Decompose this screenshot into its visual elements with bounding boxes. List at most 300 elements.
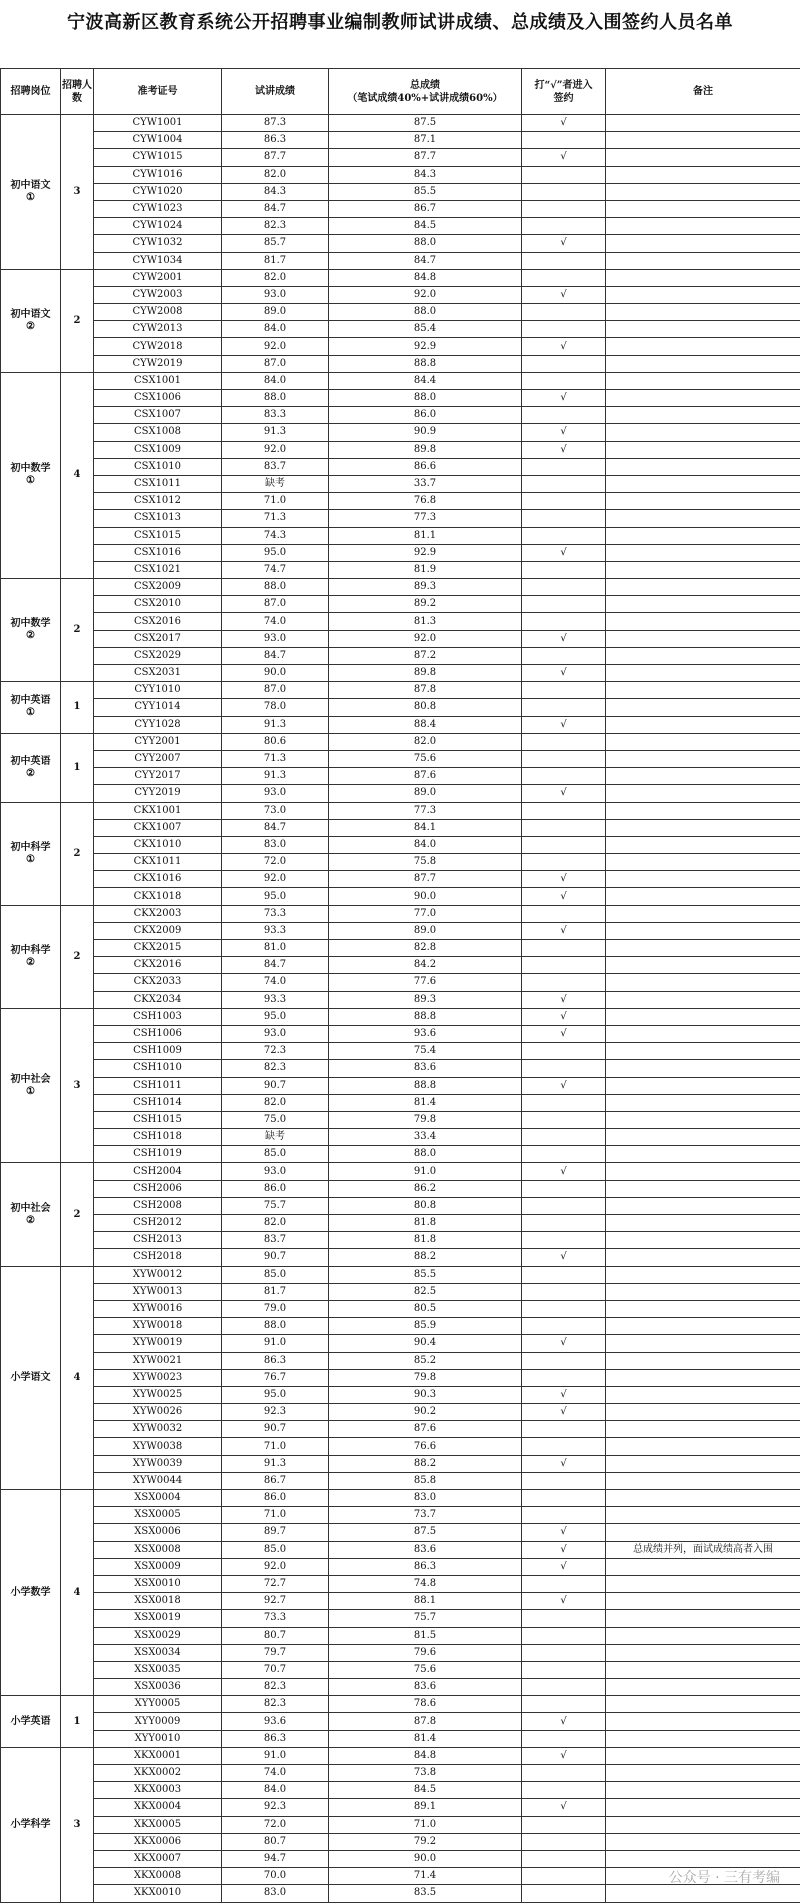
quota-cell: 2	[61, 269, 94, 372]
sign-mark-cell: √	[522, 286, 606, 303]
note-cell	[606, 1799, 800, 1816]
quota-cell: 1	[61, 1696, 94, 1748]
exam-id-cell: CYW1001	[94, 115, 222, 132]
total-score-cell: 90.9	[329, 424, 522, 441]
sign-mark-cell	[522, 1627, 606, 1644]
lecture-score-cell: 72.7	[222, 1575, 329, 1592]
total-score-cell: 86.2	[329, 1180, 522, 1197]
position-cell: 小学语文	[1, 1266, 61, 1489]
lecture-score-cell: 86.3	[222, 1352, 329, 1369]
table-row	[1, 1730, 800, 1747]
total-score-cell: 88.2	[329, 1249, 522, 1266]
sign-mark-cell	[522, 1043, 606, 1060]
table-row	[1, 1696, 800, 1713]
lecture-score-cell: 87.3	[222, 115, 329, 132]
exam-id-cell: CSX1011	[94, 475, 222, 492]
table-row	[1, 768, 800, 785]
total-score-cell: 33.7	[329, 475, 522, 492]
sign-mark-cell	[522, 475, 606, 492]
sign-mark-cell: √	[522, 1713, 606, 1730]
lecture-score-cell: 73.3	[222, 905, 329, 922]
lecture-score-cell: 93.3	[222, 922, 329, 939]
exam-id-cell: CYW2001	[94, 269, 222, 286]
note-cell	[606, 1352, 800, 1369]
note-cell	[606, 561, 800, 578]
table-row	[1, 527, 800, 544]
sign-mark-cell	[522, 1730, 606, 1747]
table-row	[1, 1249, 800, 1266]
note-cell	[606, 321, 800, 338]
total-score-cell: 88.0	[329, 390, 522, 407]
note-cell	[606, 1180, 800, 1197]
exam-id-cell: CYY1014	[94, 699, 222, 716]
table-row	[1, 974, 800, 991]
header-exam-id: 准考证号	[94, 69, 222, 115]
sign-mark-cell: √	[522, 235, 606, 252]
note-cell	[606, 269, 800, 286]
lecture-score-cell: 90.0	[222, 665, 329, 682]
exam-id-cell: CSH2006	[94, 1180, 222, 1197]
lecture-score-cell: 79.0	[222, 1300, 329, 1317]
sign-mark-cell: √	[522, 441, 606, 458]
total-score-cell: 84.7	[329, 252, 522, 269]
total-score-cell: 90.4	[329, 1335, 522, 1352]
total-score-cell: 83.5	[329, 1885, 522, 1902]
table-row	[1, 1661, 800, 1678]
exam-id-cell: CYW1015	[94, 149, 222, 166]
sign-mark-cell: √	[522, 1799, 606, 1816]
lecture-score-cell: 93.6	[222, 1713, 329, 1730]
table-row	[1, 579, 800, 596]
lecture-score-cell: 93.0	[222, 1025, 329, 1042]
table-row	[1, 355, 800, 372]
exam-id-cell: XYY0005	[94, 1696, 222, 1713]
sign-mark-cell: √	[522, 888, 606, 905]
total-score-cell: 74.8	[329, 1575, 522, 1592]
exam-id-cell: XKX0005	[94, 1816, 222, 1833]
lecture-score-cell: 84.7	[222, 200, 329, 217]
lecture-score-cell: 84.0	[222, 1782, 329, 1799]
sign-mark-cell	[522, 183, 606, 200]
table-row	[1, 1679, 800, 1696]
table-row	[1, 665, 800, 682]
exam-id-cell: XYW0039	[94, 1455, 222, 1472]
note-cell	[606, 166, 800, 183]
note-cell	[606, 1816, 800, 1833]
note-cell	[606, 1025, 800, 1042]
total-score-cell: 85.2	[329, 1352, 522, 1369]
total-score-cell: 77.3	[329, 510, 522, 527]
exam-id-cell: CSH1015	[94, 1111, 222, 1128]
table-row	[1, 940, 800, 957]
sign-mark-cell: √	[522, 991, 606, 1008]
lecture-score-cell: 90.7	[222, 1249, 329, 1266]
note-cell	[606, 286, 800, 303]
sign-mark-cell	[522, 1266, 606, 1283]
total-score-cell: 84.1	[329, 819, 522, 836]
lecture-score-cell: 76.7	[222, 1369, 329, 1386]
exam-id-cell: CKX1001	[94, 802, 222, 819]
note-cell	[606, 991, 800, 1008]
total-score-cell: 84.4	[329, 372, 522, 389]
exam-id-cell: CYW2008	[94, 304, 222, 321]
note-cell	[606, 682, 800, 699]
table-row	[1, 905, 800, 922]
total-score-cell: 75.7	[329, 1610, 522, 1627]
note-cell	[606, 785, 800, 802]
total-score-cell: 88.0	[329, 1146, 522, 1163]
sign-mark-cell: √	[522, 338, 606, 355]
quota-cell: 2	[61, 802, 94, 905]
total-score-cell: 84.3	[329, 166, 522, 183]
table-row	[1, 132, 800, 149]
table-row	[1, 441, 800, 458]
position-cell: 初中英语 ①	[1, 682, 61, 734]
lecture-score-cell: 92.7	[222, 1593, 329, 1610]
table-row	[1, 424, 800, 441]
lecture-score-cell: 93.0	[222, 630, 329, 647]
note-cell	[606, 1129, 800, 1146]
note-cell	[606, 1490, 800, 1507]
position-cell: 初中语文 ②	[1, 269, 61, 372]
quota-cell: 3	[61, 1008, 94, 1163]
table-row	[1, 1077, 800, 1094]
note-cell	[606, 183, 800, 200]
lecture-score-cell: 81.7	[222, 252, 329, 269]
total-score-cell: 88.8	[329, 355, 522, 372]
note-cell	[606, 750, 800, 767]
sign-mark-cell	[522, 819, 606, 836]
position-cell: 小学英语	[1, 1696, 61, 1748]
sign-mark-cell	[522, 682, 606, 699]
exam-id-cell: CKX2016	[94, 957, 222, 974]
sign-mark-cell	[522, 200, 606, 217]
sign-mark-cell: √	[522, 716, 606, 733]
header-lecture-score: 试讲成绩	[222, 69, 329, 115]
total-score-cell: 88.8	[329, 1008, 522, 1025]
sign-mark-cell	[522, 836, 606, 853]
sign-mark-cell	[522, 1146, 606, 1163]
sign-mark-cell	[522, 1283, 606, 1300]
table-row	[1, 390, 800, 407]
total-score-cell: 88.8	[329, 1077, 522, 1094]
table-row	[1, 1386, 800, 1403]
lecture-score-cell: 87.0	[222, 682, 329, 699]
note-cell	[606, 115, 800, 132]
sign-mark-cell	[522, 1318, 606, 1335]
sign-mark-cell: √	[522, 390, 606, 407]
lecture-score-cell: 74.7	[222, 561, 329, 578]
sign-mark-cell	[522, 647, 606, 664]
sign-mark-cell: √	[522, 115, 606, 132]
note-cell	[606, 802, 800, 819]
total-score-cell: 75.6	[329, 1661, 522, 1678]
lecture-score-cell: 86.3	[222, 132, 329, 149]
exam-id-cell: CSX2029	[94, 647, 222, 664]
lecture-score-cell: 93.3	[222, 991, 329, 1008]
sign-mark-cell	[522, 613, 606, 630]
exam-id-cell: CKX1018	[94, 888, 222, 905]
exam-id-cell: CSH2013	[94, 1232, 222, 1249]
note-cell	[606, 1438, 800, 1455]
note-cell	[606, 1730, 800, 1747]
total-score-cell: 88.0	[329, 235, 522, 252]
exam-id-cell: XYW0012	[94, 1266, 222, 1283]
lecture-score-cell: 92.0	[222, 338, 329, 355]
note-cell	[606, 527, 800, 544]
lecture-score-cell: 70.0	[222, 1868, 329, 1885]
exam-id-cell: CSH1019	[94, 1146, 222, 1163]
table-row	[1, 321, 800, 338]
exam-id-cell: XSX0005	[94, 1507, 222, 1524]
table-body	[1, 115, 800, 1903]
table-header-row	[1, 69, 800, 115]
lecture-score-cell: 84.0	[222, 321, 329, 338]
sign-mark-cell	[522, 1215, 606, 1232]
table-row	[1, 1421, 800, 1438]
exam-id-cell: CYW2019	[94, 355, 222, 372]
sign-mark-cell	[522, 166, 606, 183]
sign-mark-cell: √	[522, 1008, 606, 1025]
total-score-cell: 92.0	[329, 630, 522, 647]
exam-id-cell: CSH1018	[94, 1129, 222, 1146]
total-score-cell: 86.6	[329, 458, 522, 475]
note-cell	[606, 1472, 800, 1489]
total-score-cell: 88.4	[329, 716, 522, 733]
total-score-cell: 92.9	[329, 338, 522, 355]
sign-mark-cell	[522, 1232, 606, 1249]
sign-mark-cell: √	[522, 544, 606, 561]
table-row	[1, 544, 800, 561]
note-cell	[606, 544, 800, 561]
lecture-score-cell: 75.0	[222, 1111, 329, 1128]
exam-id-cell: CSH2012	[94, 1215, 222, 1232]
lecture-score-cell: 78.0	[222, 699, 329, 716]
table-row	[1, 716, 800, 733]
header-quota: 招聘人数	[61, 69, 94, 115]
lecture-score-cell: 85.0	[222, 1266, 329, 1283]
note-cell	[606, 647, 800, 664]
exam-id-cell: CSH1010	[94, 1060, 222, 1077]
sign-mark-cell	[522, 1885, 606, 1902]
lecture-score-cell: 95.0	[222, 544, 329, 561]
table-row	[1, 1885, 800, 1902]
table-row	[1, 1644, 800, 1661]
exam-id-cell: CYY2007	[94, 750, 222, 767]
sign-mark-cell	[522, 1490, 606, 1507]
lecture-score-cell: 93.0	[222, 785, 329, 802]
table-row	[1, 1335, 800, 1352]
note-cell	[606, 1386, 800, 1403]
total-score-cell: 77.6	[329, 974, 522, 991]
lecture-score-cell: 缺考	[222, 475, 329, 492]
sign-mark-cell: √	[522, 1335, 606, 1352]
exam-id-cell: CSH2018	[94, 1249, 222, 1266]
total-score-cell: 80.5	[329, 1300, 522, 1317]
exam-id-cell: CYW1004	[94, 132, 222, 149]
table-row	[1, 836, 800, 853]
lecture-score-cell: 71.0	[222, 493, 329, 510]
exam-id-cell: CYY1010	[94, 682, 222, 699]
lecture-score-cell: 84.7	[222, 647, 329, 664]
exam-id-cell: CYW1032	[94, 235, 222, 252]
table-row	[1, 1180, 800, 1197]
lecture-score-cell: 95.0	[222, 1386, 329, 1403]
sign-mark-cell: √	[522, 1404, 606, 1421]
table-row	[1, 1129, 800, 1146]
note-cell	[606, 1833, 800, 1850]
note-cell	[606, 957, 800, 974]
exam-id-cell: XYW0013	[94, 1283, 222, 1300]
quota-cell: 1	[61, 682, 94, 734]
lecture-score-cell: 89.7	[222, 1524, 329, 1541]
sign-mark-cell	[522, 372, 606, 389]
exam-id-cell: CKX2015	[94, 940, 222, 957]
lecture-score-cell: 82.0	[222, 1215, 329, 1232]
sign-mark-cell	[522, 1369, 606, 1386]
note-cell	[606, 1335, 800, 1352]
exam-id-cell: XSX0019	[94, 1610, 222, 1627]
exam-id-cell: CYW1016	[94, 166, 222, 183]
sign-mark-cell	[522, 561, 606, 578]
sign-mark-cell	[522, 733, 606, 750]
position-cell: 初中科学 ②	[1, 905, 61, 1008]
lecture-score-cell: 91.3	[222, 1455, 329, 1472]
total-score-cell: 93.6	[329, 1025, 522, 1042]
total-score-cell: 85.4	[329, 321, 522, 338]
note-cell	[606, 819, 800, 836]
note-cell	[606, 1232, 800, 1249]
exam-id-cell: XKX0001	[94, 1747, 222, 1764]
exam-id-cell: CKX2003	[94, 905, 222, 922]
lecture-score-cell: 缺考	[222, 1129, 329, 1146]
note-cell	[606, 1146, 800, 1163]
total-score-cell: 33.4	[329, 1129, 522, 1146]
total-score-cell: 83.6	[329, 1679, 522, 1696]
total-score-cell: 83.0	[329, 1490, 522, 1507]
note-cell	[606, 355, 800, 372]
total-score-cell: 83.6	[329, 1060, 522, 1077]
sign-mark-cell	[522, 1438, 606, 1455]
table-row	[1, 1627, 800, 1644]
table-row	[1, 957, 800, 974]
note-cell	[606, 1593, 800, 1610]
total-score-cell: 84.8	[329, 1747, 522, 1764]
note-cell	[606, 940, 800, 957]
exam-id-cell: CSX1001	[94, 372, 222, 389]
note-cell	[606, 888, 800, 905]
position-cell: 初中数学 ②	[1, 579, 61, 682]
lecture-score-cell: 81.7	[222, 1283, 329, 1300]
table-row	[1, 1747, 800, 1764]
note-cell	[606, 699, 800, 716]
exam-id-cell: CYW2013	[94, 321, 222, 338]
table-row	[1, 1799, 800, 1816]
exam-id-cell: XSX0036	[94, 1679, 222, 1696]
exam-id-cell: CSX2016	[94, 613, 222, 630]
table-row	[1, 785, 800, 802]
lecture-score-cell: 74.0	[222, 974, 329, 991]
table-row	[1, 1610, 800, 1627]
total-score-cell: 89.2	[329, 596, 522, 613]
table-row	[1, 149, 800, 166]
position-cell: 初中英语 ②	[1, 733, 61, 802]
sign-mark-cell: √	[522, 922, 606, 939]
sign-mark-cell	[522, 1696, 606, 1713]
total-score-cell: 78.6	[329, 1696, 522, 1713]
lecture-score-cell: 86.0	[222, 1490, 329, 1507]
position-cell: 初中科学 ①	[1, 802, 61, 905]
table-row	[1, 1438, 800, 1455]
note-cell	[606, 1266, 800, 1283]
note-cell	[606, 390, 800, 407]
sign-mark-cell	[522, 1850, 606, 1867]
sign-mark-cell	[522, 1352, 606, 1369]
sign-mark-cell	[522, 1507, 606, 1524]
note-cell	[606, 630, 800, 647]
total-score-cell: 84.8	[329, 269, 522, 286]
table-row	[1, 1404, 800, 1421]
sign-mark-cell: √	[522, 1524, 606, 1541]
table-row	[1, 750, 800, 767]
lecture-score-cell: 94.7	[222, 1850, 329, 1867]
sign-mark-cell	[522, 493, 606, 510]
note-cell: 总成绩并列，面试成绩高者入围	[606, 1541, 800, 1558]
exam-id-cell: CKX1016	[94, 871, 222, 888]
lecture-score-cell: 95.0	[222, 1008, 329, 1025]
note-cell	[606, 1455, 800, 1472]
lecture-score-cell: 83.0	[222, 836, 329, 853]
sign-mark-cell	[522, 527, 606, 544]
total-score-cell: 80.8	[329, 1197, 522, 1214]
note-cell	[606, 1369, 800, 1386]
table-row	[1, 493, 800, 510]
exam-id-cell: CSX2009	[94, 579, 222, 596]
total-score-cell: 87.7	[329, 871, 522, 888]
sign-mark-cell: √	[522, 1163, 606, 1180]
lecture-score-cell: 82.3	[222, 1060, 329, 1077]
lecture-score-cell: 82.0	[222, 1094, 329, 1111]
note-cell	[606, 1524, 800, 1541]
total-score-cell: 76.8	[329, 493, 522, 510]
sign-mark-cell	[522, 407, 606, 424]
table-row	[1, 613, 800, 630]
lecture-score-cell: 92.0	[222, 441, 329, 458]
note-cell	[606, 871, 800, 888]
note-cell	[606, 235, 800, 252]
note-cell	[606, 1558, 800, 1575]
note-cell	[606, 1850, 800, 1867]
exam-id-cell: XYW0019	[94, 1335, 222, 1352]
lecture-score-cell: 92.0	[222, 871, 329, 888]
sign-mark-cell: √	[522, 1025, 606, 1042]
sign-mark-cell	[522, 1197, 606, 1214]
table-row	[1, 802, 800, 819]
lecture-score-cell: 85.0	[222, 1541, 329, 1558]
total-score-cell: 79.2	[329, 1833, 522, 1850]
note-cell	[606, 1283, 800, 1300]
exam-id-cell: CYW2003	[94, 286, 222, 303]
position-cell: 小学数学	[1, 1490, 61, 1696]
note-cell	[606, 458, 800, 475]
table-row	[1, 407, 800, 424]
exam-id-cell: XYW0025	[94, 1386, 222, 1403]
sign-mark-cell	[522, 269, 606, 286]
total-score-cell: 85.5	[329, 183, 522, 200]
total-score-cell: 88.2	[329, 1455, 522, 1472]
total-score-cell: 90.0	[329, 1850, 522, 1867]
lecture-score-cell: 86.0	[222, 1180, 329, 1197]
